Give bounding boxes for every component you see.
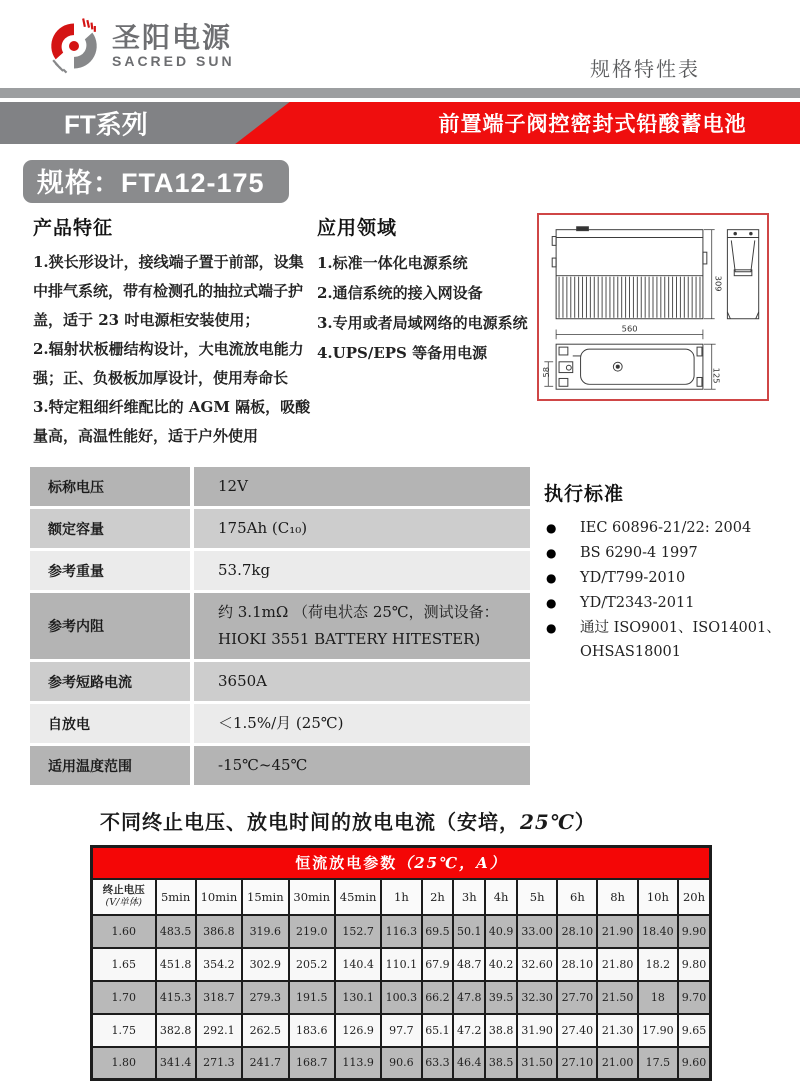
discharge-head-unit: （25℃，A） bbox=[397, 854, 507, 873]
product-type-name: 前置端子阀控密封式铅酸蓄电池 bbox=[438, 113, 747, 136]
discharge-current-value: 262.5 bbox=[242, 1014, 288, 1047]
duration-column-header: 2h bbox=[422, 879, 454, 915]
end-voltage-value: 1.75 bbox=[92, 1014, 156, 1047]
discharge-current-value: 40.2 bbox=[485, 948, 517, 981]
discharge-current-value: 39.5 bbox=[485, 981, 517, 1014]
brand-logo bbox=[44, 16, 235, 76]
discharge-current-value: 9.65 bbox=[678, 1014, 711, 1047]
discharge-current-value: 9.60 bbox=[678, 1047, 711, 1080]
discharge-current-value: 67.9 bbox=[422, 948, 454, 981]
spec-table bbox=[30, 467, 530, 788]
spec-row-value: ＜1.5%/月 (25℃) bbox=[190, 704, 530, 746]
discharge-current-value: 33.00 bbox=[517, 915, 557, 948]
standards-title: 执行标准 bbox=[544, 484, 625, 505]
dimension-drawing-section bbox=[537, 213, 769, 451]
duration-column-header: 8h bbox=[597, 879, 637, 915]
discharge-current-value: 116.3 bbox=[381, 915, 421, 948]
discharge-current-value: 21.90 bbox=[597, 915, 637, 948]
list-item: 4.UPS/EPS 等备用电源 bbox=[317, 344, 488, 362]
discharge-data-row bbox=[92, 981, 711, 1014]
discharge-current-value: 17.90 bbox=[638, 1014, 678, 1047]
discharge-current-value: 47.8 bbox=[453, 981, 485, 1014]
spec-row-label: 标称电压 bbox=[30, 467, 190, 509]
list-item: ● YD/T799-2010 bbox=[544, 566, 796, 590]
spec-table-body bbox=[30, 467, 530, 788]
discharge-current-value: 100.3 bbox=[381, 981, 421, 1014]
list-item: 3.特定粗细纤维配比的 AGM 隔板，吸酸量高，高温性能好，适于户外使用 bbox=[33, 398, 311, 445]
list-item: ● BS 6290-4 1997 bbox=[544, 541, 796, 565]
duration-column-header: 5h bbox=[517, 879, 557, 915]
list-item: 2.辐射状板栅结构设计，大电流放电能力强；正、负极板加厚设计，使用寿命长 bbox=[33, 340, 304, 387]
list-item: ● 通过 ISO9001、ISO14001、OHSAS18001 bbox=[544, 616, 796, 664]
spec-row-label: 参考短路电流 bbox=[30, 662, 190, 704]
spec-row-label: 额定容量 bbox=[30, 509, 190, 551]
discharge-current-value: 415.3 bbox=[156, 981, 196, 1014]
discharge-current-value: 21.80 bbox=[597, 948, 637, 981]
discharge-current-value: 47.2 bbox=[453, 1014, 485, 1047]
discharge-current-value: 38.5 bbox=[485, 1047, 517, 1080]
series-name: FT系列 bbox=[64, 109, 148, 140]
discharge-current-value: 32.60 bbox=[517, 948, 557, 981]
discharge-current-value: 38.8 bbox=[485, 1014, 517, 1047]
discharge-current-value: 113.9 bbox=[335, 1047, 381, 1080]
discharge-current-value: 69.5 bbox=[422, 915, 454, 948]
duration-column-header: 20h bbox=[678, 879, 711, 915]
discharge-table-title bbox=[100, 806, 800, 835]
discharge-current-value: 97.7 bbox=[381, 1014, 421, 1047]
duration-column-header: 6h bbox=[557, 879, 597, 915]
discharge-current-value: 18.2 bbox=[638, 948, 678, 981]
applications-list bbox=[317, 248, 537, 368]
discharge-table bbox=[90, 845, 712, 1081]
dim-125: 125 bbox=[711, 367, 722, 384]
discharge-current-value: 354.2 bbox=[196, 948, 242, 981]
discharge-current-value: 241.7 bbox=[242, 1047, 288, 1080]
discharge-current-value: 31.50 bbox=[517, 1047, 557, 1080]
spec-row-value: 175Ah (C₁₀) bbox=[190, 509, 530, 551]
discharge-current-value: 90.6 bbox=[381, 1047, 421, 1080]
spec-row-label: 参考内阻 bbox=[30, 593, 190, 662]
discharge-current-value: 126.9 bbox=[335, 1014, 381, 1047]
discharge-current-value: 318.7 bbox=[196, 981, 242, 1014]
discharge-title-temp: 25℃ bbox=[520, 810, 575, 834]
discharge-current-value: 66.2 bbox=[422, 981, 454, 1014]
standards-list bbox=[544, 516, 796, 664]
duration-column-header: 10h bbox=[638, 879, 678, 915]
discharge-current-value: 18.40 bbox=[638, 915, 678, 948]
duration-column-header: 5min bbox=[156, 879, 196, 915]
discharge-current-value: 27.10 bbox=[557, 1047, 597, 1080]
discharge-current-value: 50.1 bbox=[453, 915, 485, 948]
features-title: 产品特征 bbox=[33, 218, 114, 239]
end-voltage-value: 1.60 bbox=[92, 915, 156, 948]
discharge-data-row bbox=[92, 1014, 711, 1047]
discharge-current-value: 271.3 bbox=[196, 1047, 242, 1080]
spec-row bbox=[30, 509, 530, 551]
end-voltage-value: 1.65 bbox=[92, 948, 156, 981]
content-columns bbox=[0, 203, 800, 451]
discharge-current-value: 168.7 bbox=[289, 1047, 335, 1080]
discharge-current-value: 451.8 bbox=[156, 948, 196, 981]
spec-row bbox=[30, 704, 530, 746]
spec-row bbox=[30, 551, 530, 593]
discharge-current-value: 302.9 bbox=[242, 948, 288, 981]
discharge-current-value: 48.7 bbox=[453, 948, 485, 981]
doc-type-label: 规格特性表 bbox=[590, 59, 700, 81]
duration-column-header: 45min bbox=[335, 879, 381, 915]
spec-row bbox=[30, 662, 530, 704]
duration-column-header: 3h bbox=[453, 879, 485, 915]
discharge-current-value: 9.90 bbox=[678, 915, 711, 948]
discharge-current-value: 21.00 bbox=[597, 1047, 637, 1080]
discharge-current-value: 40.9 bbox=[485, 915, 517, 948]
discharge-current-value: 21.50 bbox=[597, 981, 637, 1014]
features-section bbox=[33, 213, 315, 451]
discharge-current-value: 31.90 bbox=[517, 1014, 557, 1047]
discharge-current-value: 483.5 bbox=[156, 915, 196, 948]
discharge-table-body bbox=[92, 915, 711, 1080]
sacred-sun-logo-icon bbox=[44, 16, 104, 76]
discharge-title-main: 不同终止电压、放电时间的放电电流（安培， bbox=[100, 812, 520, 834]
spec-row-label: 参考重量 bbox=[30, 551, 190, 593]
spec-row bbox=[30, 593, 530, 662]
discharge-current-value: 63.3 bbox=[422, 1047, 454, 1080]
discharge-current-value: 386.8 bbox=[196, 915, 242, 948]
spec-row bbox=[30, 467, 530, 509]
end-voltage-value: 1.70 bbox=[92, 981, 156, 1014]
discharge-data-row bbox=[92, 1047, 711, 1080]
discharge-current-value: 292.1 bbox=[196, 1014, 242, 1047]
discharge-current-value: 28.10 bbox=[557, 948, 597, 981]
list-item: 1.狭长形设计，接线端子置于前部，设集中排气系统，带有检测孔的抽拉式端子护盖，适于 23 吋电源柜安装使用； bbox=[33, 253, 304, 329]
duration-column-header: 10min bbox=[196, 879, 242, 915]
discharge-head-label: 恒流放电参数 bbox=[295, 854, 398, 873]
discharge-current-value: 205.2 bbox=[289, 948, 335, 981]
spec-row-value: -15℃~45℃ bbox=[190, 746, 530, 788]
list-item: 1.标准一体化电源系统 bbox=[317, 254, 468, 272]
applications-section bbox=[315, 213, 537, 451]
end-voltage-unit: (V/单体) bbox=[105, 897, 142, 908]
discharge-current-value: 9.80 bbox=[678, 948, 711, 981]
battery-drawing-svg bbox=[539, 215, 767, 399]
duration-column-header: 4h bbox=[485, 879, 517, 915]
applications-title: 应用领域 bbox=[317, 218, 398, 239]
discharge-current-value: 65.1 bbox=[422, 1014, 454, 1047]
list-item: ● YD/T2343-2011 bbox=[544, 591, 796, 615]
discharge-current-value: 28.10 bbox=[557, 915, 597, 948]
spec-row-label: 自放电 bbox=[30, 704, 190, 746]
battery-dimension-drawing bbox=[537, 213, 769, 401]
page-header bbox=[0, 0, 800, 88]
duration-column-header: 15min bbox=[242, 879, 288, 915]
discharge-current-value: 191.5 bbox=[289, 981, 335, 1014]
discharge-current-value: 32.30 bbox=[517, 981, 557, 1014]
model-spec-badge: 规格：FTA12-175 bbox=[23, 160, 289, 203]
discharge-current-value: 219.0 bbox=[289, 915, 335, 948]
end-voltage-value: 1.80 bbox=[92, 1047, 156, 1080]
brand-text bbox=[112, 23, 235, 69]
discharge-current-value: 27.40 bbox=[557, 1014, 597, 1047]
discharge-data-row bbox=[92, 915, 711, 948]
discharge-current-value: 279.3 bbox=[242, 981, 288, 1014]
divider-bar bbox=[0, 88, 800, 98]
discharge-red-header bbox=[92, 847, 711, 879]
series-banner bbox=[0, 102, 800, 144]
spec-row-value: 3650A bbox=[190, 662, 530, 704]
spec-row bbox=[30, 746, 530, 788]
spec-row-value: 约 3.1mΩ （荷电状态 25℃，测试设备：HIOKI 3551 BATTERY HITESTER) bbox=[190, 593, 530, 662]
discharge-current-value: 46.4 bbox=[453, 1047, 485, 1080]
discharge-current-value: 110.1 bbox=[381, 948, 421, 981]
dim-560: 560 bbox=[621, 323, 638, 334]
spec-row-value: 12V bbox=[190, 467, 530, 509]
discharge-current-value: 17.5 bbox=[638, 1047, 678, 1080]
end-voltage-label: 终止电压 bbox=[102, 884, 145, 896]
spec-section bbox=[30, 467, 800, 788]
discharge-current-value: 319.6 bbox=[242, 915, 288, 948]
discharge-current-value: 152.7 bbox=[335, 915, 381, 948]
discharge-current-value: 382.8 bbox=[156, 1014, 196, 1047]
discharge-current-value: 183.6 bbox=[289, 1014, 335, 1047]
spec-row-value: 53.7kg bbox=[190, 551, 530, 593]
list-item: ● IEC 60896-21/22: 2004 bbox=[544, 516, 796, 540]
discharge-column-header-row bbox=[92, 879, 711, 915]
discharge-current-value: 341.4 bbox=[156, 1047, 196, 1080]
discharge-current-value: 27.70 bbox=[557, 981, 597, 1014]
discharge-current-value: 9.70 bbox=[678, 981, 711, 1014]
discharge-current-value: 18 bbox=[638, 981, 678, 1014]
dim-58: 58 bbox=[541, 366, 552, 378]
discharge-title-close: ） bbox=[574, 812, 596, 834]
discharge-current-value: 130.1 bbox=[335, 981, 381, 1014]
discharge-current-value: 21.30 bbox=[597, 1014, 637, 1047]
duration-column-header: 30min bbox=[289, 879, 335, 915]
dim-309: 309 bbox=[713, 275, 724, 292]
brand-name-en: SACRED SUN bbox=[112, 53, 235, 69]
discharge-current-value: 140.4 bbox=[335, 948, 381, 981]
standards-section bbox=[544, 467, 796, 788]
list-item: 2.通信系统的接入网设备 bbox=[317, 284, 483, 302]
duration-column-header: 1h bbox=[381, 879, 421, 915]
list-item: 3.专用或者局域网络的电源系统 bbox=[317, 314, 528, 332]
end-voltage-header bbox=[92, 879, 156, 915]
brand-name-cn: 圣阳电源 bbox=[112, 22, 233, 53]
spec-row-label: 适用温度范围 bbox=[30, 746, 190, 788]
discharge-data-row bbox=[92, 948, 711, 981]
features-list bbox=[33, 248, 315, 451]
